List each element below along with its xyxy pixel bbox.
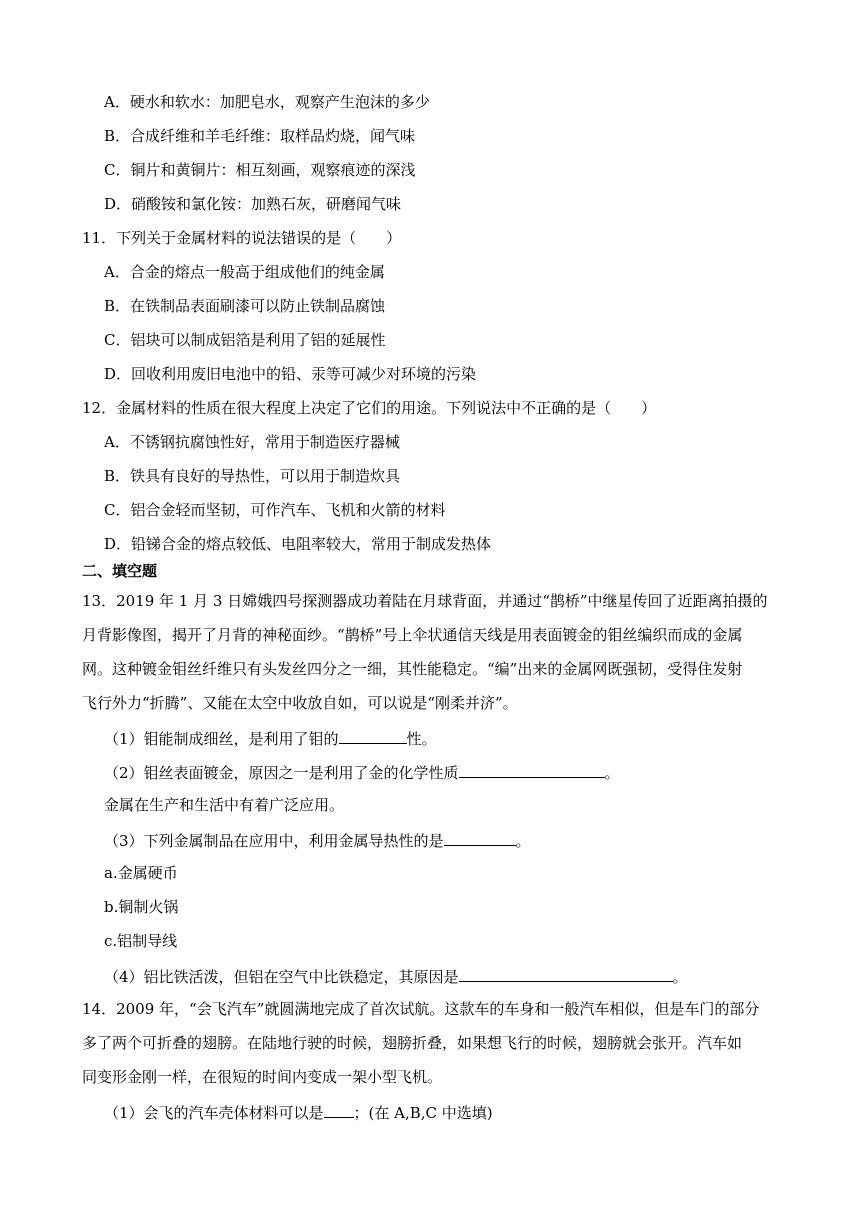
q13-intro-2: 金属在生产和生活中有着广泛应用。 xyxy=(104,796,345,814)
q13-line-4: 飞行外力“折腾”、又能在太空中收放自如，可以说是“刚柔并济”。 xyxy=(82,694,518,712)
q14-sub1 xyxy=(104,1101,493,1123)
q11-stem: 11．下列关于金属材料的说法错误的是（ ） xyxy=(82,229,402,247)
q12-option-a: A．不锈钢抗腐蚀性好，常用于制造医疗器械 xyxy=(104,433,400,451)
q13-choice-b: b.铜制火锅 xyxy=(104,898,179,916)
q13-sub1-text: （1）钼能制成细丝，是利用了钼的 xyxy=(104,730,339,748)
q14-sub1-suffix: ；(在 A,B,C 中选填) xyxy=(353,1104,493,1122)
q13-line-1: 13．2019 年 1 月 3 日嫦娥四号探测器成功着陆在月球背面，并通过“鹊桥”中继星传回了近距离拍摄的 xyxy=(82,592,768,610)
q13-sub2 xyxy=(104,761,620,783)
q12-stem: 12．金属材料的性质在很大程度上决定了它们的用途。下列说法中不正确的是（ ） xyxy=(82,399,657,417)
q13-choice-c: c.铝制导线 xyxy=(104,932,178,950)
q11-option-d: D．回收利用废旧电池中的铅、汞等可减少对环境的污染 xyxy=(104,365,477,383)
q10-option-d: D．硝酸铵和氯化铵：加熟石灰，研磨闻气味 xyxy=(104,195,402,213)
answer-blank[interactable] xyxy=(324,1101,354,1118)
q13-line-3: 网。这种镀金钼丝纤维只有头发丝四分之一细，其性能稳定。“编”出来的金属网既强韧，受得住发射 xyxy=(82,660,743,678)
q11-option-b: B．在铁制品表面刷漆可以防止铁制品腐蚀 xyxy=(104,297,386,315)
q13-sub1 xyxy=(104,727,437,749)
q13-sub4-text: （4）铝比铁活泼，但铝在空气中比铁稳定，其原因是 xyxy=(104,968,459,986)
q13-sub3 xyxy=(104,829,531,851)
q12-option-b: B．铁具有良好的导热性，可以用于制造炊具 xyxy=(104,467,401,485)
q13-line-2: 月背影像图，揭开了月背的神秘面纱。“鹊桥”号上伞状通信天线是用表面镀金的钼丝编织而成的金属 xyxy=(82,626,743,644)
q13-sub2-text: （2）钼丝表面镀金，原因之一是利用了金的化学性质 xyxy=(104,764,459,782)
q11-option-c: C．铝块可以制成铝箔是利用了铝的延展性 xyxy=(104,331,386,349)
q13-sub3-text: （3）下列金属制品在应用中，利用金属导热性的是 xyxy=(104,832,444,850)
q14-line-3: 同变形金刚一样，在很短的时间内变成一架小型飞机。 xyxy=(82,1068,443,1086)
q13-sub1-suffix: 性。 xyxy=(406,730,437,748)
answer-blank[interactable] xyxy=(444,829,516,846)
section-heading: 二、填空题 xyxy=(82,562,158,580)
q10-option-b: B．合成纤维和羊毛纤维：取样品灼烧，闻气味 xyxy=(104,127,416,145)
q10-option-c: C．铜片和黄铜片：相互刻画，观察痕迹的深浅 xyxy=(104,161,416,179)
q13-sub2-suffix: 。 xyxy=(604,764,620,782)
q13-sub4-suffix: 。 xyxy=(672,968,688,986)
q11-option-a: A．合金的熔点一般高于组成他们的纯金属 xyxy=(104,263,385,281)
q14-sub1-text: （1）会飞的汽车壳体材料可以是 xyxy=(104,1104,324,1122)
q14-line-2: 多了两个可折叠的翅膀。在陆地行驶的时候，翅膀折叠，如果想飞行的时候，翅膀就会张开。汽车如 xyxy=(82,1034,743,1052)
q12-option-c: C．铝合金轻而坚韧，可作汽车、飞机和火箭的材料 xyxy=(104,501,446,519)
answer-blank[interactable] xyxy=(339,727,407,744)
q13-sub3-suffix: 。 xyxy=(515,832,531,850)
q12-option-d: D．铅锑合金的熔点较低、电阻率较大，常用于制成发热体 xyxy=(104,535,492,553)
q10-option-a: A．硬水和软水：加肥皂水，观察产生泡沫的多少 xyxy=(104,93,430,111)
q13-choice-a: a.金属硬币 xyxy=(104,864,178,882)
q14-line-1: 14．2009 年，“会飞汽车”就圆满地完成了首次试航。这款车的车身和一般汽车相似，但是车门的部分 xyxy=(82,1000,760,1018)
answer-blank[interactable] xyxy=(459,761,605,778)
answer-blank[interactable] xyxy=(459,965,673,982)
q13-sub4 xyxy=(104,965,688,987)
